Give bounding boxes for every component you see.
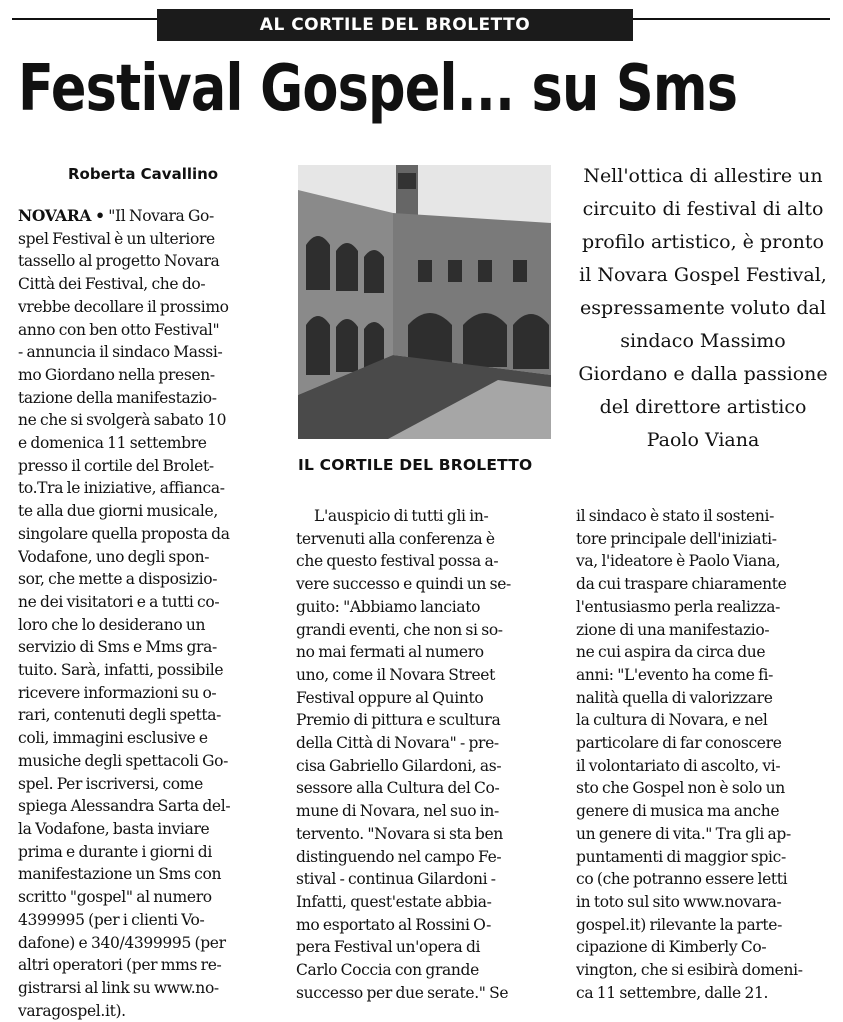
article-line: vrebbe decollare il prossimo [18,297,229,316]
article-line: anno con ben otto Festival" [18,320,220,339]
article-line: il sindaco è stato il sosteni- [576,507,775,525]
article-line: NOVARA • "Il Novara Go- [18,206,214,225]
article-line: spiega Alessandra Sarta del- [18,797,231,816]
article-line: L'auspicio di tutti gli in- [314,507,489,525]
article-line: tervenuti alla conferenza è [296,529,495,548]
article-line: grandi eventi, che non si so- [296,620,503,639]
article-line: tassello al progetto Novara [18,252,220,271]
article-line: sor, che mette a disposizio- [18,570,218,589]
article-line: da cui traspare chiaramente [576,575,787,594]
article-line: te alla due giorni musicale, [18,502,218,521]
article-line: mo esportato al Rossini O- [296,915,491,934]
article-line: singolare quella proposta da [18,524,230,543]
article-line: particolare di far conoscere [576,734,782,753]
article-line: cipazione di Kimberly Co- [576,938,767,957]
pull-quote [568,160,838,457]
section-kicker [157,9,633,41]
article-line: nalità quella di valorizzare [576,688,773,707]
article-line: e domenica 11 settembre [18,434,207,453]
headline: Festival Gospel... su Sms [18,52,738,126]
article-line: un genere di vita." Tra gli ap- [576,824,791,843]
article-line: sto che Gospel non è solo un [576,779,785,798]
article-line: ne che si svolgerà sabato 10 [18,411,227,430]
article-line: va, l'ideatore è Paolo Viana, [576,552,781,571]
article-line: Festival oppure al Quinto [296,688,484,707]
article-line: puntamenti di maggior spic- [576,847,786,866]
article-line: spel Festival è un ulteriore [18,229,215,248]
article-line: to.Tra le iniziative, affianca- [18,479,225,498]
article-line: cisa Gabriello Gilardoni, as- [296,756,502,775]
article-line: uno, come il Novara Street [296,665,496,684]
article-line: il volontariato di ascolto, vi- [576,756,781,775]
article-column-1 [18,205,276,1022]
article-line: ricevere informazioni su o- [18,683,217,702]
article-line: in toto sul sito www.novara- [576,892,782,911]
article-line: Vodafone, uno degli spon- [18,547,210,566]
article-line: gospel.it) rilevante la parte- [576,915,782,934]
article-line: gistrarsi al link su www.no- [18,978,219,997]
kicker-label: AL CORTILE DEL BROLETTO [259,15,531,35]
pull-quote-line: Giordano e dalla passione [578,363,828,385]
article-line: tazione della manifestazio- [18,388,217,407]
article-line: presso il cortile del Brolet- [18,456,214,475]
article-line: zione di una manifestazio- [576,620,770,639]
article-line: distinguendo nel campo Fe- [296,847,502,866]
byline: Roberta Cavallino [68,165,219,183]
article-line: manifestazione un Sms con [18,865,222,884]
article-line: sessore alla Cultura del Co- [296,779,500,798]
article-line: l'entusiasmo perla realizza- [576,597,781,616]
article-line: tuito. Sarà, infatti, possibile [18,661,224,680]
article-line: spel. Per iscriversi, come [18,774,203,793]
pull-quote-line: sindaco Massimo [620,330,786,352]
broletto-image [298,165,551,439]
article-line: tervento. "Novara si sta ben [296,824,503,843]
article-line: mo Giordano nella presen- [18,365,215,384]
article-line: rari, contenuti degli spetta- [18,706,222,725]
article-line: successo per due serate." Se [296,983,509,1002]
pull-quote-line: espressamente voluto dal [580,297,826,319]
article-line: ca 11 settembre, dalle 21. [576,983,769,1002]
article-line: la Vodafone, basta inviare [18,819,210,838]
article-line: Premio di pittura e scultura [296,711,501,730]
pull-quote-line: Paolo Viana [646,429,760,451]
pull-quote-line: circuito di festival di alto [582,198,824,220]
article-line: no mai fermati al numero [296,643,484,662]
dateline: NOVARA • [18,206,105,225]
article-line: genere di musica ma anche [576,802,780,821]
article-line: coli, immagini esclusive e [18,729,208,748]
pull-quote-line: il Novara Gospel Festival, [579,264,827,286]
article-line: vere successo e quindi un se- [296,575,511,594]
article-line: vington, che si esibirà domeni- [576,961,803,980]
article-line: ne cui aspira da circa due [576,643,766,662]
article-column-3 [576,505,832,1004]
article-line: servizio di Sms e Mms gra- [18,638,217,657]
courtyard-photo [298,165,551,439]
article-line: dafone) e 340/4399995 (per [18,933,226,952]
photo-caption: IL CORTILE DEL BROLETTO [298,456,533,474]
article-column-2 [296,505,558,1004]
article-line: Città dei Festival, che do- [18,275,206,294]
article-line: guito: "Abbiamo lanciato [296,597,481,616]
article-line: la cultura di Novara, e nel [576,711,768,730]
article-line: che questo festival possa a- [296,552,499,571]
article-line: pera Festival un'opera di [296,938,481,957]
article-line: della Città di Novara" - pre- [296,734,499,753]
pull-quote-line: Nell'ottica di allestire un [583,165,823,187]
article-line: varagospel.it). [18,1001,126,1020]
article-line: altri operatori (per mms re- [18,956,222,975]
article-line: mune di Novara, nel suo in- [296,802,499,821]
article-line: tore principale dell'iniziati- [576,529,777,548]
article-line: co (che potranno essere letti [576,870,788,889]
article-line: stival - continua Gilardoni - [296,870,496,889]
article-line: anni: "L'evento ha come fi- [576,665,774,684]
article-line: 4399995 (per i clienti Vo- [18,910,205,929]
article-line: Infatti, quest'estate abbia- [296,892,492,911]
article-line: scritto "gospel" al numero [18,888,212,907]
article-line: - annuncia il sindaco Massi- [18,343,223,362]
article-line: musiche degli spettacoli Go- [18,751,228,770]
pull-quote-line: profilo artistico, è pronto [582,231,824,253]
article-line: loro che lo desiderano un [18,615,206,634]
pull-quote-line: del direttore artistico [599,396,807,418]
article-line: prima e durante i giorni di [18,842,212,861]
article-line: Carlo Coccia con grande [296,961,479,980]
article-line: ne dei visitatori e a tutti co- [18,592,220,611]
